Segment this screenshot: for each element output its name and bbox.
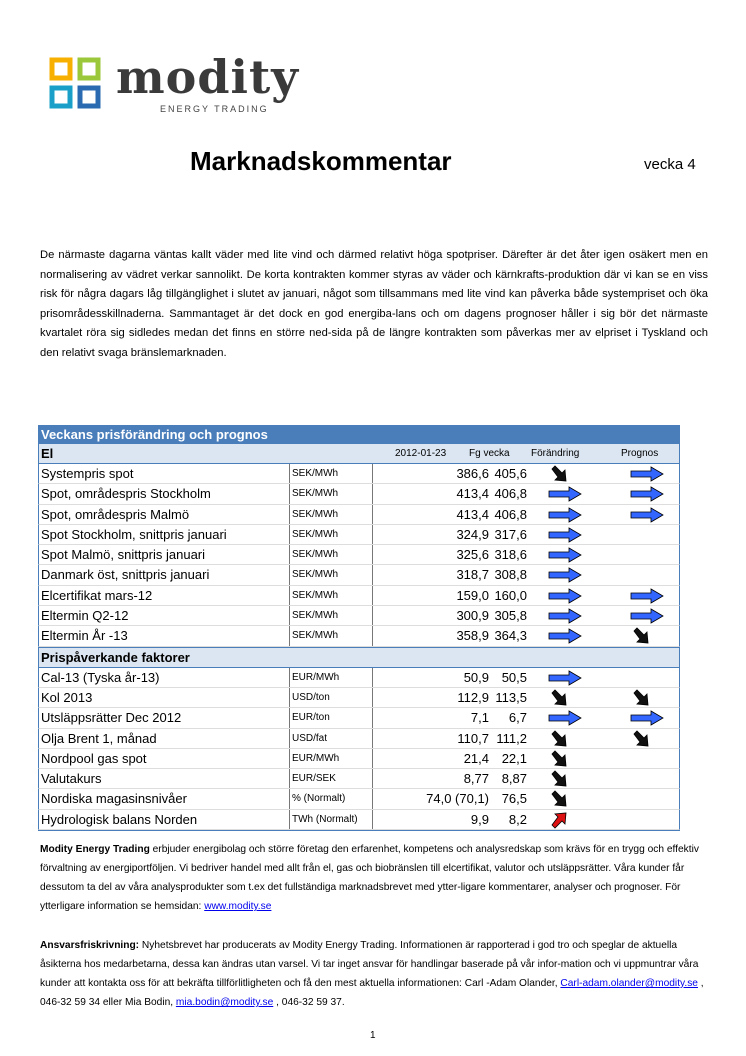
row-label: Spot Stockholm, snittpris januari — [41, 526, 227, 542]
col-prev-week: Fg vecka — [469, 448, 510, 459]
row-label: Nordpool gas spot — [41, 750, 147, 766]
table-row — [38, 749, 680, 769]
price-table — [38, 425, 680, 831]
row-value-previous: 406,8 — [494, 486, 527, 502]
table-header: Veckans prisförändring och prognos — [38, 425, 680, 444]
logo-subtitle: ENERGY TRADING — [160, 104, 269, 114]
row-unit: EUR/ton — [289, 708, 373, 727]
row-unit: SEK/MWh — [289, 505, 373, 524]
row-value-previous: 76,5 — [501, 791, 527, 807]
arrow-right-icon — [547, 546, 583, 564]
arrow-right-icon — [629, 587, 665, 605]
table-row — [38, 586, 680, 606]
table-row — [38, 789, 680, 809]
row-label: Systempris spot — [41, 466, 134, 481]
section-factors-header — [38, 647, 680, 668]
arrow-down-right-icon — [547, 790, 583, 808]
section-el-title: El — [41, 446, 54, 461]
arrow-right-icon — [547, 627, 583, 645]
row-value-current: 318,7 — [456, 567, 489, 583]
arrow-right-icon — [629, 607, 665, 625]
arrow-right-icon — [629, 709, 665, 727]
section-el-header — [38, 444, 680, 464]
section-factors-title: Prispåverkande faktorer — [41, 649, 190, 665]
disclaimer — [40, 936, 708, 1012]
company-name: Modity Energy Trading — [40, 844, 150, 855]
table-row — [38, 688, 680, 708]
row-unit: SEK/MWh — [289, 586, 373, 605]
website-link[interactable]: www.modity.se — [204, 901, 272, 912]
table-row — [38, 545, 680, 565]
row-label: Eltermin År -13 — [41, 628, 128, 644]
arrow-down-right-icon — [547, 750, 583, 768]
row-value-current: 112,9 — [457, 689, 489, 705]
arrow-right-icon — [629, 465, 665, 483]
row-label: Nordiska magasinsnivåer — [41, 791, 187, 807]
arrow-right-icon — [547, 669, 583, 687]
page-number: 1 — [370, 1030, 376, 1041]
row-unit: SEK/MWh — [289, 545, 373, 564]
logo-wordmark: modity — [116, 50, 299, 104]
arrow-up-right-icon — [547, 811, 583, 829]
row-unit: EUR/MWh — [289, 668, 373, 687]
table-row — [38, 484, 680, 504]
row-unit: SEK/MWh — [289, 484, 373, 503]
table-row — [38, 464, 680, 484]
row-value-previous: 22,1 — [501, 750, 527, 766]
row-value-previous: 406,8 — [494, 506, 527, 522]
row-value-current: 74,0 (70,1) — [426, 791, 489, 807]
arrow-right-icon — [629, 506, 665, 524]
factor-rows — [38, 668, 680, 831]
row-unit: SEK/MWh — [289, 464, 373, 483]
row-value-current: 50,9 — [463, 669, 489, 685]
arrow-right-icon — [547, 526, 583, 544]
arrow-down-right-icon — [547, 770, 583, 788]
row-label: Kol 2013 — [41, 689, 93, 705]
row-unit: SEK/MWh — [289, 626, 373, 645]
arrow-right-icon — [629, 485, 665, 503]
arrow-right-icon — [547, 607, 583, 625]
row-label: Elcertifikat mars-12 — [41, 587, 153, 603]
row-value-current: 159,0 — [456, 587, 489, 603]
table-row — [38, 565, 680, 585]
row-label: Olja Brent 1, månad — [41, 730, 157, 746]
table-row — [38, 606, 680, 626]
disclaimer-mid: , 046-32 59 34 eller Mia Bodin, — [40, 978, 704, 1008]
row-value-current: 413,4 — [456, 506, 489, 522]
arrow-right-icon — [547, 587, 583, 605]
row-label: Spot, områdespris Malmö — [41, 506, 190, 522]
table-row — [38, 769, 680, 789]
row-value-previous: 317,6 — [494, 526, 527, 542]
arrow-down-right-icon — [547, 730, 583, 748]
logo-mark-icon — [48, 56, 104, 112]
row-unit: SEK/MWh — [289, 525, 373, 544]
arrow-right-icon — [547, 506, 583, 524]
row-value-current: 7,1 — [470, 710, 489, 726]
intro-paragraph: De närmaste dagarna väntas kallt väder med lite vind och därmed relativt höga spotpriser. Därefter är det åter igen osäkert men en normalisering av vädret verkar sannolikt. De korta kontrakten kommer styras av väder och kärnkrafts-produktion där vi kan se en viss risk för några dagars låg tillgänglighet i slutet av januari, något som tillsammans med lite vind kan påverka både systempriset och öka prisområdesskillnaderna. Sammantaget är det dock en god energiba-lans och om dagens prognoser håller i sig bör det närmaste kvartalet röra sig sidledes medan det finns en större ned-sida på de längre kontrakten som påverkas mer av elpriset i Tyskland och den relativt svaga bränslemarknaden. — [40, 249, 708, 359]
row-label: Valutakurs — [41, 771, 102, 787]
row-value-current: 358,9 — [456, 628, 489, 644]
row-value-current: 413,4 — [456, 486, 489, 502]
company-info — [40, 840, 708, 916]
row-label: Spot, områdespris Stockholm — [41, 486, 211, 502]
row-unit: TWh (Normalt) — [289, 810, 373, 829]
row-value-current: 9,9 — [470, 811, 489, 827]
logo — [48, 50, 308, 120]
row-value-previous: 308,8 — [494, 567, 527, 583]
arrow-down-right-icon — [629, 689, 665, 707]
week-label: vecka 4 — [644, 156, 696, 173]
email-link-bodin[interactable]: mia.bodin@modity.se — [175, 997, 274, 1008]
disclaimer-title: Ansvarsfriskrivning: — [40, 940, 140, 951]
arrow-down-right-icon — [629, 730, 665, 748]
email-link-olander[interactable]: Carl-adam.olander@modity.se — [560, 978, 698, 989]
arrow-right-icon — [547, 485, 583, 503]
table-row — [38, 505, 680, 525]
row-value-current: 300,9 — [456, 608, 489, 624]
table-row — [38, 626, 680, 646]
row-label: Hydrologisk balans Norden — [41, 811, 198, 827]
row-value-current: 21,4 — [463, 750, 489, 766]
col-forecast: Prognos — [621, 448, 659, 459]
disclaimer-end: , 046-32 59 37. — [273, 997, 345, 1008]
row-value-current: 8,77 — [463, 771, 489, 787]
table-row — [38, 668, 680, 688]
table-row — [38, 525, 680, 545]
col-change: Förändring — [531, 448, 580, 459]
row-label: Spot Malmö, snittpris januari — [41, 547, 206, 563]
row-label: Cal-13 (Tyska år-13) — [41, 669, 160, 685]
row-value-previous: 305,8 — [494, 608, 527, 624]
row-unit: EUR/MWh — [289, 749, 373, 768]
arrow-right-icon — [547, 566, 583, 584]
table-row — [38, 810, 680, 830]
arrow-down-right-icon — [629, 627, 665, 645]
row-label: Danmark öst, snittpris januari — [41, 567, 210, 583]
arrow-right-icon — [547, 709, 583, 727]
row-value-previous: 160,0 — [494, 587, 527, 603]
table-row — [38, 729, 680, 749]
row-value-current: 386,6 — [456, 466, 489, 481]
arrow-down-right-icon — [547, 465, 583, 483]
row-value-current: 324,9 — [456, 526, 489, 542]
row-value-previous: 50,5 — [501, 669, 527, 685]
row-value-previous: 113,5 — [495, 689, 527, 705]
row-value-previous: 364,3 — [494, 628, 527, 644]
el-rows — [38, 464, 680, 647]
row-value-current: 325,6 — [456, 547, 489, 563]
row-value-previous: 8,2 — [508, 811, 527, 827]
row-value-previous: 8,87 — [501, 771, 527, 787]
row-value-previous: 318,6 — [494, 547, 527, 563]
row-unit: USD/ton — [289, 688, 373, 707]
page-title: Marknadskommentar — [190, 146, 452, 176]
row-unit: SEK/MWh — [289, 565, 373, 584]
row-value-previous: 111,2 — [496, 730, 527, 746]
company-text: erbjuder energibolag och större företag den erfarenhet, kompetens och analysredskap som krävs för en trygg och effektiv förvaltning av energiportföljen. Vi bedriver handel med allt från el, gas och biobränslen till elcertifikat, valutor och utsläppsrätter. Våra kunder får dessutom ta del av våra analysprodukter som t.ex det fullständiga marknadsbrevet med ytter-ligare kommentarer, analyser och prognoser. För ytterligare information se hemsidan: — [40, 844, 699, 912]
disclaimer-text: Nyhetsbrevet har producerats av Modity Energy Trading. Informationen är rapporterad i god tro och speglar de aktuella åsikterna hos medarbetarna, dessa kan ändras utan varsel. Vi tar inget ansvar för handlingar baserade på vår infor-mation och vi uppmuntrar våra kunder att kontakta oss för att bekräfta tillförlitligheten och få den mest aktuella informationen: Carl -Adam Olander, — [40, 940, 699, 989]
col-date: 2012-01-23 — [395, 448, 447, 459]
row-unit: USD/fat — [289, 729, 373, 748]
table-row — [38, 708, 680, 728]
row-value-current: 110,7 — [457, 730, 489, 746]
row-unit: % (Normalt) — [289, 789, 373, 808]
arrow-down-right-icon — [547, 689, 583, 707]
row-unit: EUR/SEK — [289, 769, 373, 788]
row-label: Eltermin Q2-12 — [41, 608, 129, 624]
row-value-previous: 6,7 — [508, 710, 527, 726]
row-unit: SEK/MWh — [289, 606, 373, 625]
row-value-previous: 405,6 — [494, 466, 527, 481]
row-label: Utsläppsrätter Dec 2012 — [41, 710, 182, 726]
